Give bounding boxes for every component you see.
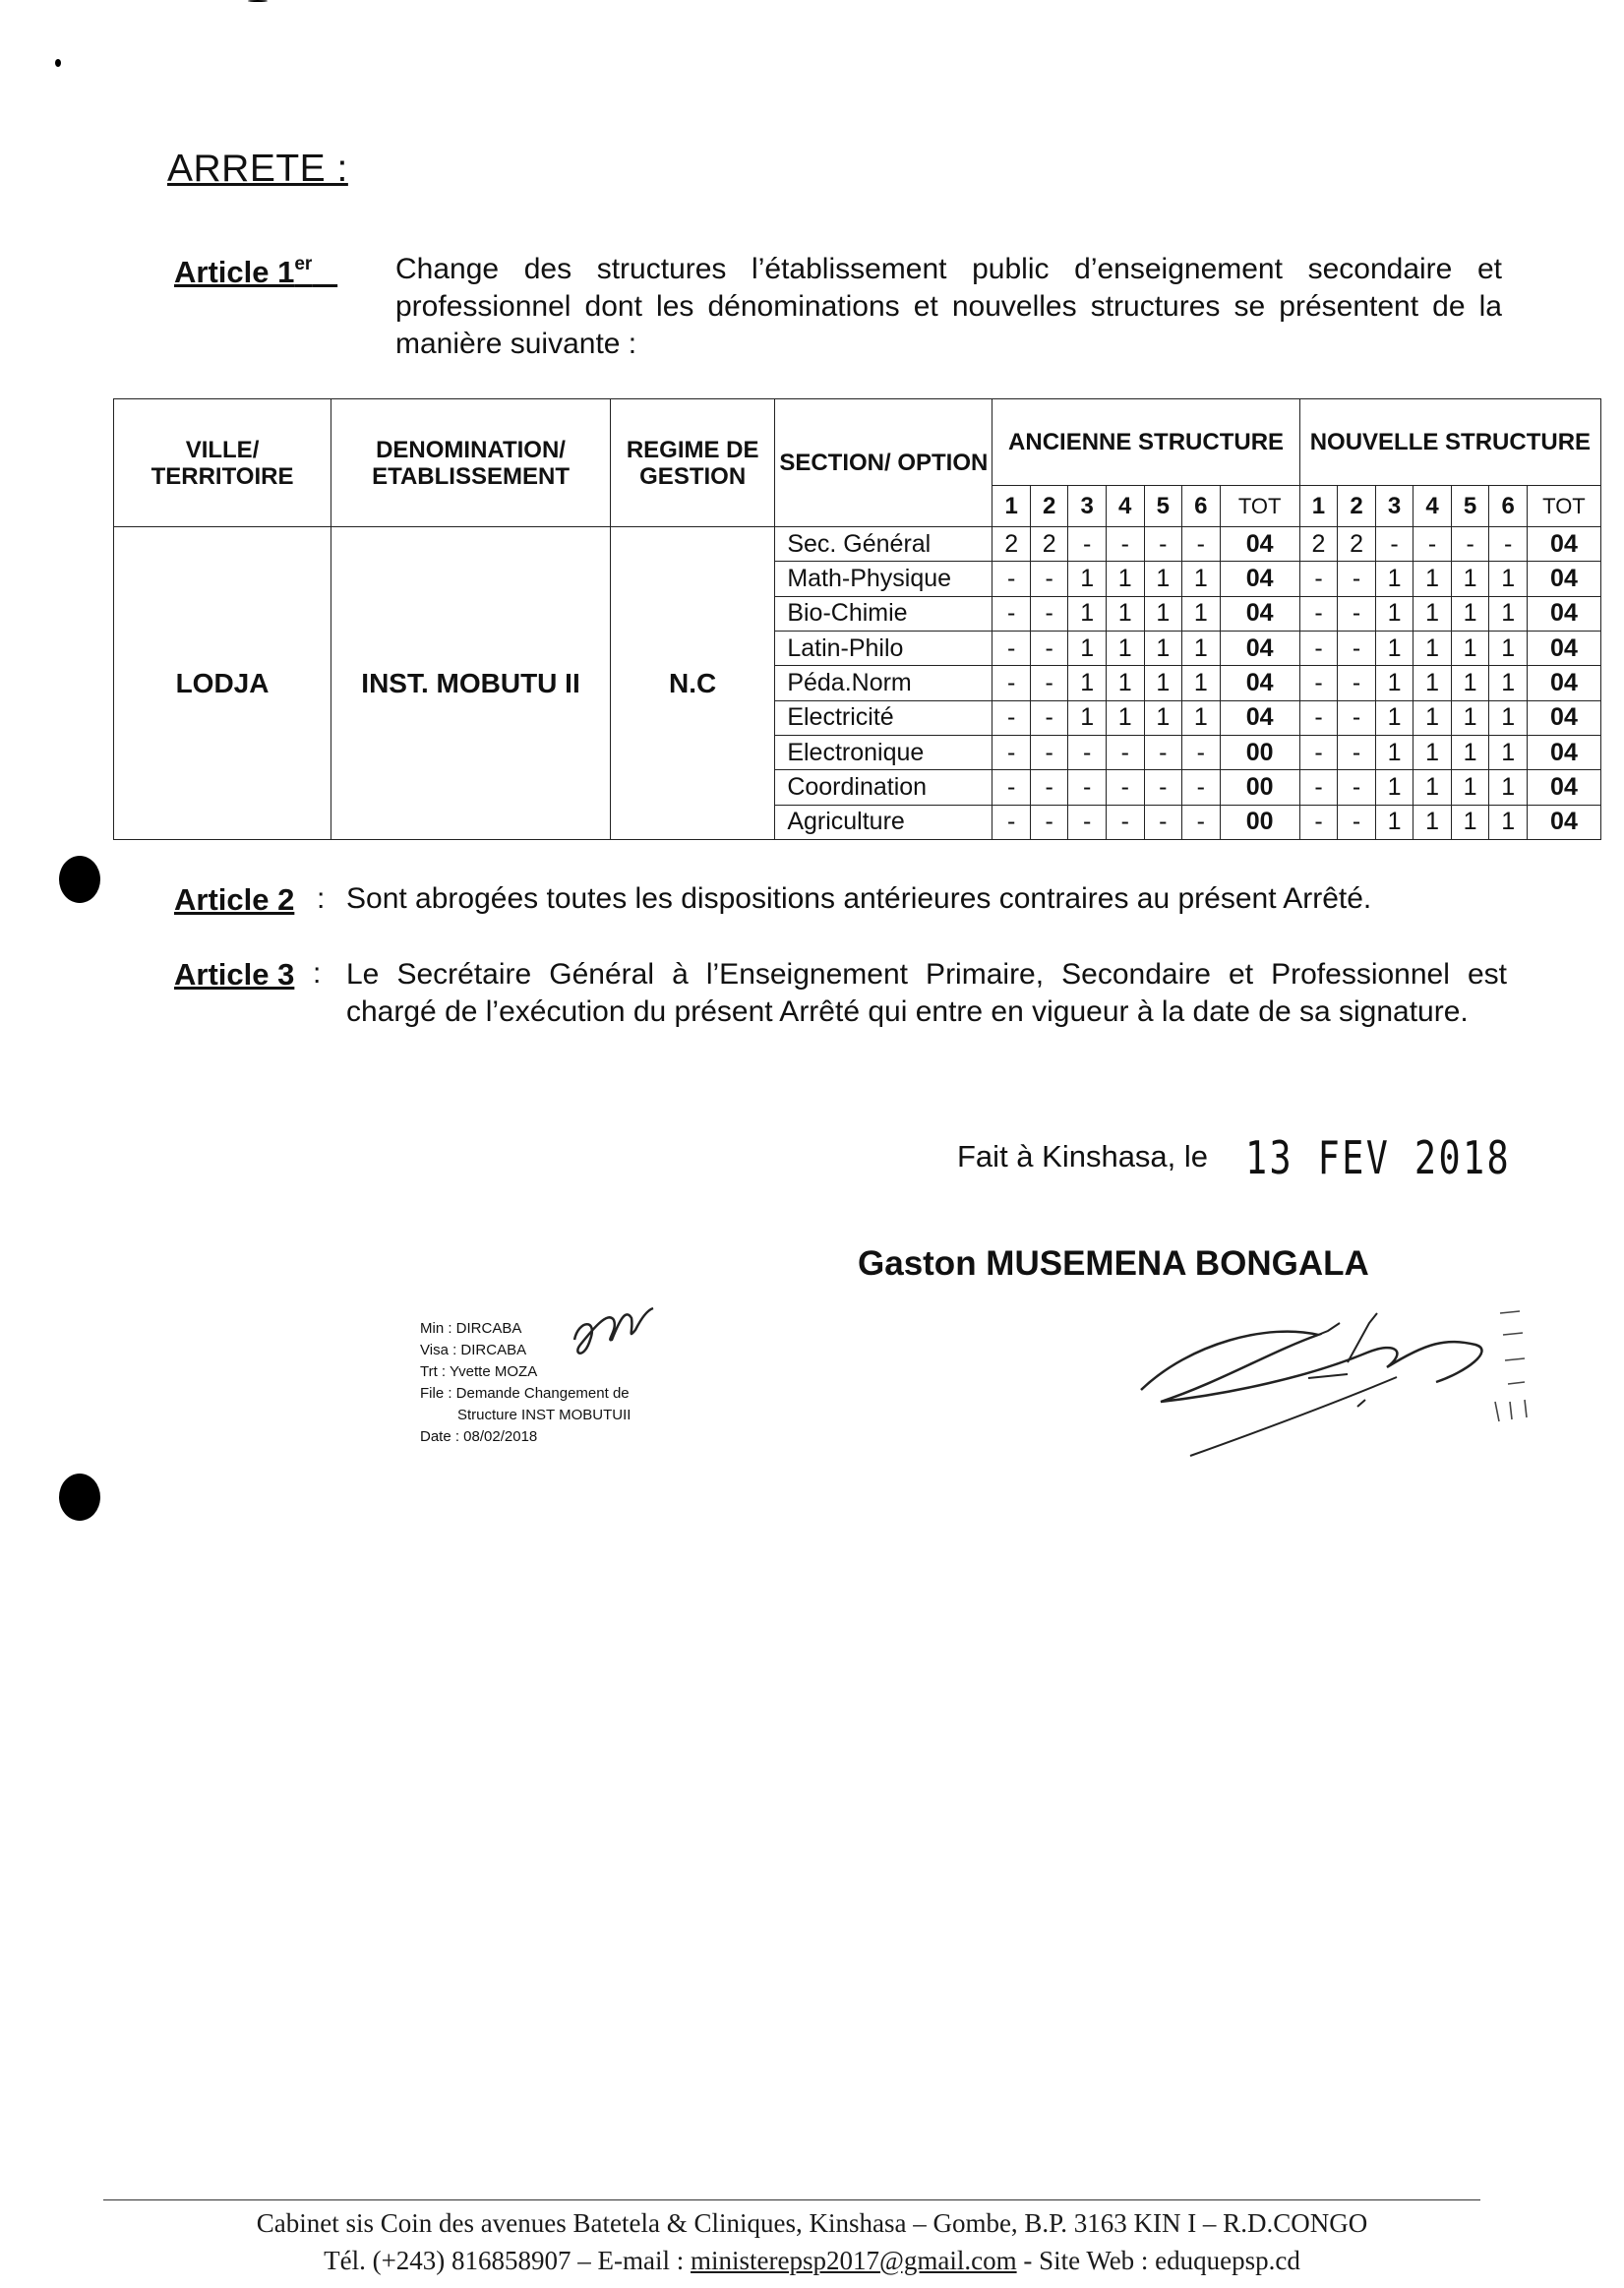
nouvelle-tot-cell: 04 [1527,735,1600,769]
nouvelle-year-cell: - [1299,700,1338,735]
ancienne-year-cell: - [992,596,1031,631]
ancienne-year-cell: 1 [1068,666,1107,700]
header-nouvelle-year: 6 [1489,486,1528,527]
header-ancienne-year: 5 [1144,486,1182,527]
nouvelle-year-cell: - [1299,770,1338,805]
ancienne-year-cell: 1 [1068,700,1107,735]
article-2-text: Sont abrogées toutes les dispositions antérieures contraires au présent Arrêté. [346,882,1372,915]
ancienne-year-cell: 1 [1106,562,1144,596]
nouvelle-year-cell: 1 [1413,735,1452,769]
ancienne-year-cell: 1 [1068,562,1107,596]
ancienne-year-cell: - [1106,735,1144,769]
section-option-cell: Agriculture [775,805,992,839]
header-ancienne-year: 6 [1182,486,1221,527]
ancienne-year-cell: - [1030,770,1068,805]
ancienne-year-cell: - [992,700,1031,735]
routing-visa: Visa : DIRCABA [420,1342,527,1358]
ancienne-year-cell: 1 [1106,596,1144,631]
ancienne-year-cell: - [1030,596,1068,631]
ancienne-year-cell: 2 [1030,527,1068,562]
nouvelle-tot-cell: 04 [1527,700,1600,735]
ancienne-year-cell: 1 [1182,700,1221,735]
ancienne-tot-cell: 04 [1220,527,1299,562]
nouvelle-year-cell: 1 [1451,735,1489,769]
handwritten-signature [1112,1284,1544,1471]
nouvelle-year-cell: - [1338,735,1376,769]
section-option-cell: Coordination [775,770,992,805]
article-1-label [174,254,337,290]
ancienne-year-cell: - [1106,770,1144,805]
ville-cell: LODJA [114,527,331,840]
nouvelle-year-cell: 1 [1375,631,1413,665]
nouvelle-year-cell: 1 [1451,562,1489,596]
ancienne-year-cell: - [992,770,1031,805]
ancienne-year-cell: - [1182,527,1221,562]
header-nouvelle-tot: TOT [1527,486,1600,527]
nouvelle-tot-cell: 04 [1527,562,1600,596]
ancienne-year-cell: 1 [1144,562,1182,596]
ancienne-year-cell: 1 [1068,596,1107,631]
footer-website: - Site Web : eduquepsp.cd [1016,2246,1300,2275]
footer-rule [103,2199,1480,2200]
scan-speck [248,0,268,2]
nouvelle-year-cell: 1 [1451,805,1489,839]
table-body [114,527,1601,840]
header-section: SECTION/ OPTION [775,399,992,527]
nouvelle-year-cell: 1 [1413,631,1452,665]
header-nouvelle-year: 4 [1413,486,1452,527]
footer-address: Cabinet sis Coin des avenues Batetela & Cliniques, Kinshasa – Gombe, B.P. 3163 KIN I – R.D.CONGO [256,2208,1368,2238]
ancienne-year-cell: - [992,631,1031,665]
decree-heading: ARRETE : [167,148,348,190]
header-ville: VILLE/ TERRITOIRE [114,399,331,527]
nouvelle-year-cell: 1 [1375,562,1413,596]
article-2-colon: : [317,882,326,915]
header-ancienne-tot: TOT [1220,486,1299,527]
initials-paraph [569,1300,662,1369]
nouvelle-year-cell: 1 [1489,666,1528,700]
nouvelle-tot-cell: 04 [1527,805,1600,839]
nouvelle-year-cell: 1 [1489,700,1528,735]
ancienne-year-cell: - [1030,805,1068,839]
ancienne-year-cell: 1 [1144,700,1182,735]
nouvelle-year-cell: 1 [1375,700,1413,735]
nouvelle-year-cell: 1 [1489,805,1528,839]
nouvelle-year-cell: 1 [1451,596,1489,631]
nouvelle-year-cell: 1 [1375,770,1413,805]
nouvelle-year-cell: - [1299,805,1338,839]
nouvelle-year-cell: - [1299,562,1338,596]
nouvelle-year-cell: - [1375,527,1413,562]
header-regime: REGIME DE GESTION [611,399,775,527]
article-1-text: Change des structures l’établissement public d’enseignement secondaire et professionnel dont les dénominations et nouvelles structures se présentent de la manière suivante : [395,253,1502,360]
nouvelle-year-cell: 1 [1375,666,1413,700]
nouvelle-year-cell: - [1338,700,1376,735]
nouvelle-year-cell: 1 [1451,770,1489,805]
ancienne-year-cell: - [1144,735,1182,769]
nouvelle-year-cell: 1 [1451,700,1489,735]
ancienne-year-cell: 1 [1182,666,1221,700]
ancienne-year-cell: - [1182,735,1221,769]
ancienne-year-cell: - [1144,805,1182,839]
nouvelle-year-cell: 1 [1413,805,1452,839]
ancienne-year-cell: 1 [1106,666,1144,700]
routing-date: Date : 08/02/2018 [420,1428,538,1445]
nouvelle-year-cell: 1 [1489,596,1528,631]
ancienne-tot-cell: 04 [1220,700,1299,735]
section-option-cell: Latin-Philo [775,631,992,665]
nouvelle-tot-cell: 04 [1527,666,1600,700]
nouvelle-year-cell: - [1338,562,1376,596]
nouvelle-year-cell: 1 [1489,735,1528,769]
ancienne-year-cell: - [1144,527,1182,562]
nouvelle-year-cell: 1 [1413,770,1452,805]
ancienne-tot-cell: 04 [1220,596,1299,631]
nouvelle-year-cell: - [1338,805,1376,839]
ancienne-tot-cell: 04 [1220,631,1299,665]
ancienne-year-cell: 1 [1106,631,1144,665]
header-nouvelle-structure: NOUVELLE STRUCTURE [1299,399,1600,486]
table-row [114,527,1601,562]
ancienne-year-cell: 1 [1182,562,1221,596]
nouvelle-year-cell: - [1299,631,1338,665]
ancienne-year-cell: - [1068,805,1107,839]
ancienne-year-cell: - [1030,700,1068,735]
section-option-cell: Electricité [775,700,992,735]
date-stamp: 13 FEV 2018 [1245,1131,1512,1184]
ancienne-tot-cell: 04 [1220,666,1299,700]
etablissement-cell: INST. MOBUTU II [331,527,611,840]
article-3-colon: : [313,957,322,990]
nouvelle-year-cell: - [1338,770,1376,805]
regime-cell: N.C [611,527,775,840]
ancienne-year-cell: 1 [1182,631,1221,665]
header-denomination: DENOMINATION/ ETABLISSEMENT [331,399,611,527]
ancienne-year-cell: 1 [1144,631,1182,665]
nouvelle-tot-cell: 04 [1527,631,1600,665]
article-3-text: Le Secrétaire Général à l’Enseignement Primaire, Secondaire et Professionnel est chargé de l’exécution du présent Arrêté qui entre en vigueur à la date de sa signature. [346,958,1507,1028]
nouvelle-year-cell: 1 [1413,596,1452,631]
header-ancienne-structure: ANCIENNE STRUCTURE [992,399,1299,486]
ancienne-year-cell: - [992,562,1031,596]
ancienne-year-cell: 1 [1144,666,1182,700]
nouvelle-year-cell: 1 [1451,631,1489,665]
ancienne-tot-cell: 04 [1220,562,1299,596]
routing-min: Min : DIRCABA [420,1320,522,1337]
ancienne-year-cell: 1 [1068,631,1107,665]
nouvelle-year-cell: 2 [1299,527,1338,562]
ancienne-year-cell: 1 [1182,596,1221,631]
ancienne-year-cell: - [1068,770,1107,805]
nouvelle-year-cell: - [1299,596,1338,631]
nouvelle-year-cell: 1 [1413,700,1452,735]
ancienne-year-cell: 1 [1106,700,1144,735]
section-option-cell: Electronique [775,735,992,769]
nouvelle-year-cell: 2 [1338,527,1376,562]
ancienne-year-cell: - [1182,770,1221,805]
header-nouvelle-year: 2 [1338,486,1376,527]
ancienne-year-cell: 1 [1144,596,1182,631]
ancienne-year-cell: - [1030,562,1068,596]
nouvelle-year-cell: - [1338,631,1376,665]
header-ancienne-year: 4 [1106,486,1144,527]
nouvelle-year-cell: 1 [1489,770,1528,805]
signatory-name: Gaston MUSEMENA BONGALA [858,1244,1369,1283]
nouvelle-year-cell: - [1299,666,1338,700]
ancienne-year-cell: - [1068,735,1107,769]
ancienne-year-cell: - [1182,805,1221,839]
structure-table [113,398,1601,840]
nouvelle-year-cell: 1 [1489,562,1528,596]
nouvelle-year-cell: 1 [1375,805,1413,839]
article-2-label: Article 2 [174,882,295,917]
header-ancienne-year: 2 [1030,486,1068,527]
punch-hole-bottom [59,1474,100,1521]
nouvelle-year-cell: - [1451,527,1489,562]
nouvelle-tot-cell: 04 [1527,770,1600,805]
routing-file: File : Demande Changement de [420,1385,630,1402]
nouvelle-year-cell: 1 [1375,735,1413,769]
nouvelle-year-cell: - [1489,527,1528,562]
ancienne-year-cell: - [1144,770,1182,805]
nouvelle-year-cell: - [1299,735,1338,769]
article-1-label-sup: er [294,254,313,274]
ancienne-year-cell: 2 [992,527,1031,562]
section-option-cell: Péda.Norm [775,666,992,700]
section-option-cell: Sec. Général [775,527,992,562]
ancienne-year-cell: - [1106,805,1144,839]
ancienne-tot-cell: 00 [1220,770,1299,805]
header-nouvelle-year: 1 [1299,486,1338,527]
header-ancienne-year: 1 [992,486,1031,527]
ancienne-year-cell: - [1106,527,1144,562]
article-1-label-text: Article 1 [174,255,295,289]
nouvelle-year-cell: 1 [1375,596,1413,631]
footer-contact [0,2246,1624,2276]
section-option-cell: Math-Physique [775,562,992,596]
nouvelle-year-cell: - [1338,596,1376,631]
nouvelle-year-cell: - [1413,527,1452,562]
routing-file-cont: Structure INST MOBUTUII [457,1407,632,1423]
punch-hole-top [59,856,100,903]
header-nouvelle-year: 3 [1375,486,1413,527]
footer-email-link[interactable]: ministerepsp2017@gmail.com [691,2246,1017,2275]
nouvelle-year-cell: - [1338,666,1376,700]
header-nouvelle-year: 5 [1451,486,1489,527]
nouvelle-year-cell: 1 [1413,666,1452,700]
ancienne-year-cell: - [1030,631,1068,665]
article-3-label: Article 3 [174,957,295,992]
section-option-cell: Bio-Chimie [775,596,992,631]
ancienne-year-cell: - [1030,735,1068,769]
ancienne-year-cell: - [1068,527,1107,562]
ancienne-year-cell: - [992,735,1031,769]
header-ancienne-year: 3 [1068,486,1107,527]
ancienne-tot-cell: 00 [1220,735,1299,769]
ancienne-year-cell: - [1030,666,1068,700]
scan-speck [55,59,61,67]
nouvelle-year-cell: 1 [1451,666,1489,700]
routing-trt: Trt : Yvette MOZA [420,1363,538,1380]
nouvelle-year-cell: 1 [1413,562,1452,596]
ancienne-year-cell: - [992,805,1031,839]
nouvelle-year-cell: 1 [1489,631,1528,665]
nouvelle-tot-cell: 04 [1527,527,1600,562]
footer-phone: Tél. (+243) 816858907 – E-mail : [324,2246,692,2275]
nouvelle-tot-cell: 04 [1527,596,1600,631]
place-label: Fait à Kinshasa, le [957,1139,1209,1174]
ancienne-tot-cell: 00 [1220,805,1299,839]
ancienne-year-cell: - [992,666,1031,700]
